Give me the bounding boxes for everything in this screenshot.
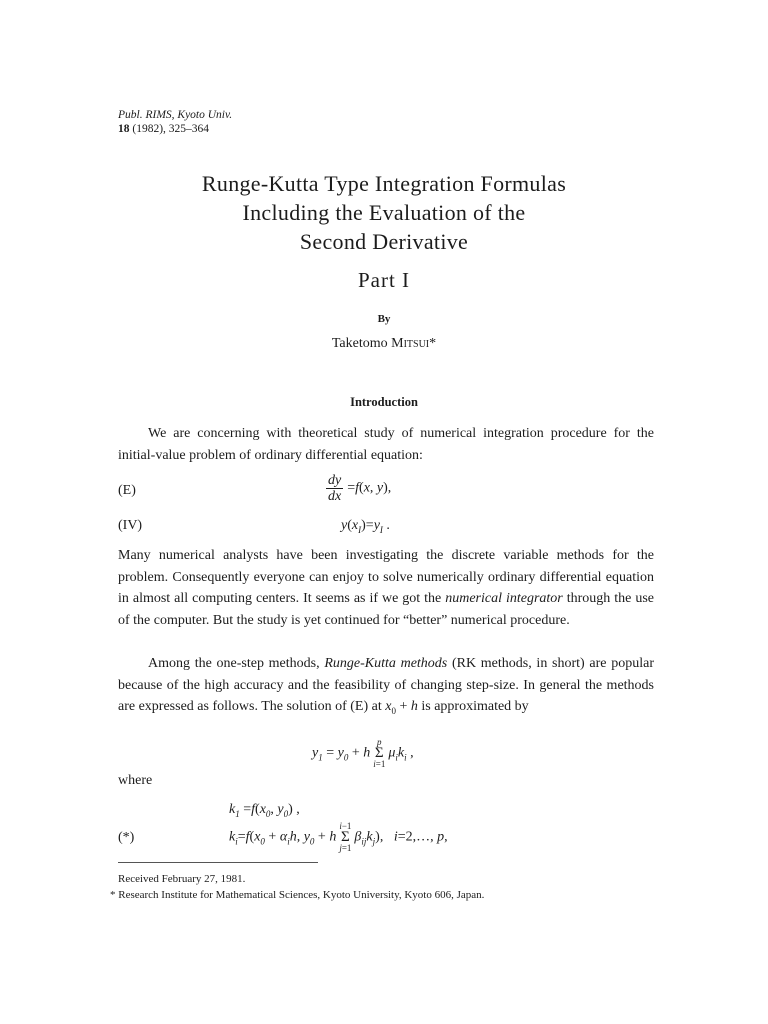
title-line-2: Including the Evaluation of the: [242, 200, 526, 225]
equation-y1: $y_1 = y_0$ + hp Σ $i=1\mu_ik_i$ ,: [312, 737, 414, 769]
equation-label-iv: (IV): [118, 518, 143, 533]
where-label: where: [118, 773, 153, 788]
equation-label-e: (E): [118, 483, 136, 498]
emphasis-numerical-integrator: numerical integrator: [445, 591, 563, 606]
title-line-3: Second Derivative: [299, 229, 469, 254]
journal-volume: 18: [118, 123, 130, 135]
journal-citation: [118, 108, 232, 136]
derivative-fraction: $\frac{dy}{dx}$: [328, 473, 342, 504]
paragraph-2: [118, 545, 654, 631]
author-name: [0, 336, 768, 352]
emphasis-runge-kutta: Runge-Kutta methods: [324, 656, 448, 671]
author-footnote-mark: *: [429, 336, 437, 351]
title-line-1: Runge-Kutta Type Integration Formulas: [201, 171, 567, 196]
equation-iv: $y(x_I)=y_I$ .: [341, 518, 390, 535]
journal-year-pages: (1982), 325–364: [132, 123, 210, 135]
equation-ki: $k_i=f(x_0 + \alpha_ih$, $y_0 + hi-1$ Σ $j=1\beta_{ij}k_j$), i=2,…, p,: [229, 821, 448, 853]
paragraph-3: [118, 653, 654, 722]
footnote-rule: [118, 862, 318, 863]
journal-volume-pages: [118, 122, 232, 136]
footnote-received: Received February 27, 1981.: [118, 873, 246, 885]
title-part: Part I: [357, 268, 411, 292]
intro-paragraph: [118, 423, 654, 466]
equation-label-star: (*): [118, 830, 135, 845]
section-heading: Introduction: [350, 395, 418, 409]
by-label: By: [377, 313, 391, 325]
footnote-affiliation: * Research Institute for Mathematical Sciences, Kyoto University, Kyoto 606, Japan.: [110, 889, 485, 901]
paragraph-2-text: Many numerical analysts have been investigating the discrete variable methods for the problem. Consequently everyone can enjoy to solve numerically ordinary differential equation in almost all computing centers. It seems as if we got the numerical integrator through the use of the computer. But the study is yet continued for “better” numerical procedure.: [118, 548, 654, 628]
paragraph-3-text: Among the one-step methods, Runge-Kutta methods (RK methods, in short) are popular because of the high accuracy and the feasibility of changing step-size. In general the methods are expressed as follows. The solution of (E) at $x_0 + h$ is approximated by: [118, 656, 654, 716]
equation-e: $\frac{dy}{dx}$ =f(x, y),: [328, 473, 392, 504]
author-given-name: Taketomo: [331, 336, 388, 351]
intro-text: We are concerning with theoretical study of numerical integration procedure for the initial-value problem of ordinary differential equation:: [118, 426, 654, 463]
author-family-name: Mitsui: [391, 336, 430, 351]
summation-i-minus-1: i−1 Σ j=1: [339, 821, 352, 853]
journal-name: Publ. RIMS, Kyoto Univ.: [118, 109, 233, 121]
summation-p: p Σ i=1: [373, 737, 386, 769]
equation-k1: $k_1 =f(x_0$, $y_0$) ,: [229, 802, 300, 819]
